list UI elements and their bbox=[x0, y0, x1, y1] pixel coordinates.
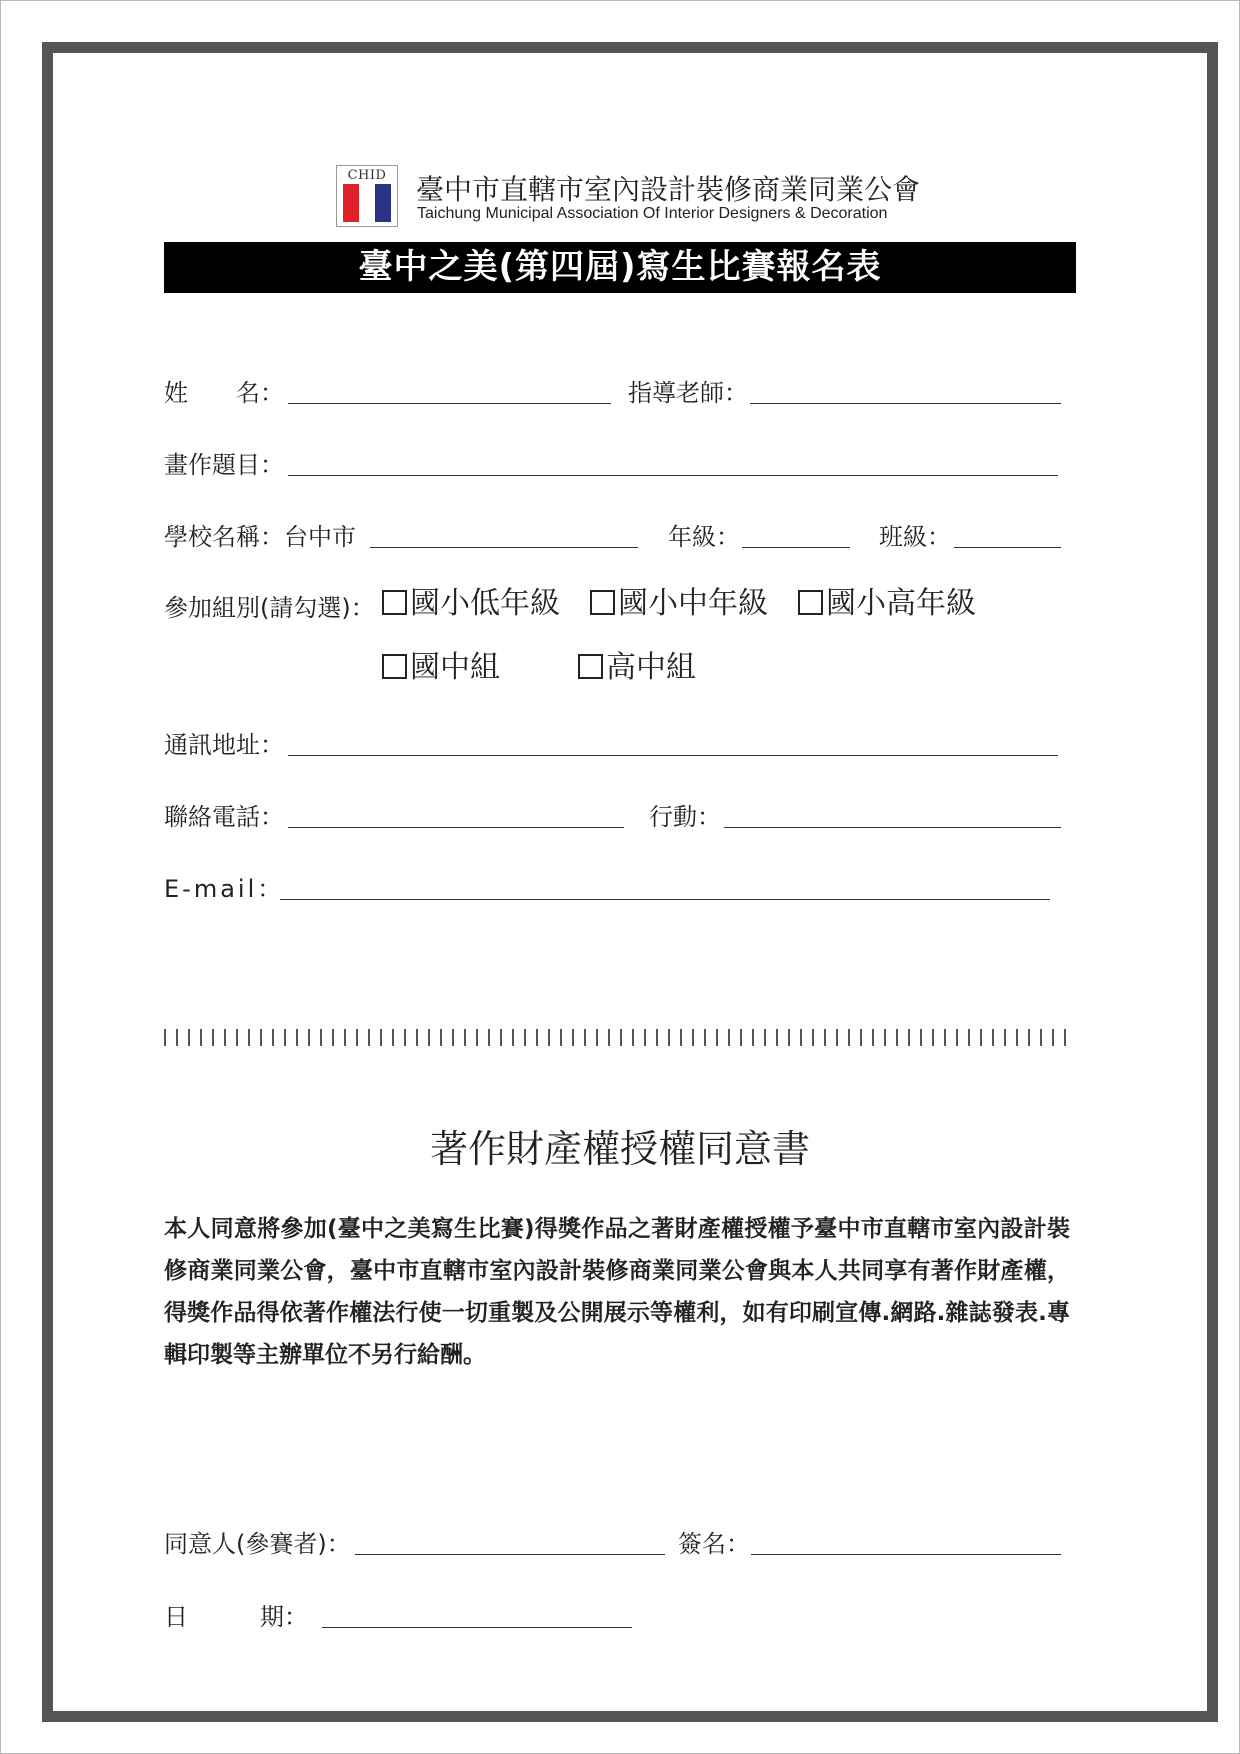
signature-label: 簽名： bbox=[678, 1530, 750, 1558]
group-checkbox-elementary-high[interactable]: 國小高年級 bbox=[798, 584, 976, 624]
phone-label: 聯絡電話： bbox=[164, 803, 284, 831]
org-name-en: Taichung Municipal Association Of Interior Designers & Decoration bbox=[417, 205, 888, 222]
grade-field[interactable] bbox=[742, 519, 850, 548]
teacher-label: 指導老師： bbox=[628, 379, 748, 407]
consenter-row bbox=[164, 1524, 1070, 1564]
group-row-2 bbox=[164, 652, 1070, 692]
teacher-field[interactable] bbox=[750, 375, 1061, 404]
checkbox-icon bbox=[590, 590, 615, 615]
logo-text: CHID bbox=[347, 168, 387, 183]
checkbox-icon bbox=[578, 654, 603, 679]
phone-row bbox=[164, 797, 1070, 837]
email-field[interactable] bbox=[280, 871, 1050, 900]
email-label: E-mail： bbox=[164, 875, 285, 903]
form-title: 臺中之美(第四屆)寫生比賽報名表 bbox=[164, 242, 1076, 293]
artwork-title-field[interactable] bbox=[288, 447, 1058, 476]
cut-line-divider bbox=[164, 1029, 1070, 1046]
class-label: 班級： bbox=[879, 523, 951, 551]
consenter-field[interactable] bbox=[355, 1526, 665, 1555]
email-row bbox=[164, 869, 1070, 909]
group-checkbox-elementary-mid[interactable]: 國小中年級 bbox=[590, 584, 768, 624]
school-label: 學校名稱：台中市 bbox=[164, 523, 356, 551]
checkbox-icon bbox=[798, 590, 823, 615]
school-field[interactable] bbox=[370, 519, 638, 548]
mobile-label: 行動： bbox=[649, 803, 721, 831]
flag-icon bbox=[343, 184, 391, 222]
address-field[interactable] bbox=[288, 727, 1058, 756]
address-label: 通訊地址： bbox=[164, 731, 284, 759]
mobile-field[interactable] bbox=[724, 799, 1061, 828]
consenter-label: 同意人(參賽者)： bbox=[164, 1530, 351, 1558]
group-row bbox=[164, 588, 1070, 628]
grade-label: 年級： bbox=[668, 523, 740, 551]
artwork-title-label: 畫作題目： bbox=[164, 451, 284, 479]
name-field[interactable] bbox=[288, 375, 611, 404]
group-label: 參加組別(請勾選)： bbox=[164, 594, 375, 622]
group-checkbox-senior-high[interactable]: 高中組 bbox=[578, 648, 696, 688]
date-row bbox=[164, 1597, 1070, 1637]
date-label: 日 期： bbox=[164, 1603, 308, 1631]
address-row bbox=[164, 725, 1070, 765]
agreement-body: 本人同意將參加(臺中之美寫生比賽)得獎作品之著財產權授權予臺中市直轄市室內設計裝修商業同業公會，臺中市直轄市室內設計裝修商業同業公會與本人共同享有著作財產權，得獎作品得依著作權法行使一切重製及公開展示等權利，如有印刷宣傳.網路.雜誌發表.專輯印製等主辦單位不另行給酬。 bbox=[164, 1216, 1070, 1368]
artwork-title-row bbox=[164, 445, 1070, 485]
group-checkbox-junior-high[interactable]: 國中組 bbox=[382, 648, 500, 688]
checkbox-icon bbox=[382, 590, 407, 615]
agreement-title: 著作財產權授權同意書 bbox=[429, 1127, 810, 1171]
school-row bbox=[164, 517, 1070, 557]
class-field[interactable] bbox=[954, 519, 1061, 548]
group-checkbox-elementary-low[interactable]: 國小低年級 bbox=[382, 584, 560, 624]
signature-field[interactable] bbox=[751, 1526, 1061, 1555]
name-row bbox=[164, 373, 1070, 413]
org-name-zh: 臺中市直轄市室內設計裝修商業同業公會 bbox=[416, 173, 921, 206]
checkbox-icon bbox=[382, 654, 407, 679]
chid-logo bbox=[336, 165, 398, 227]
name-label: 姓 名： bbox=[164, 379, 284, 407]
date-field[interactable] bbox=[322, 1599, 632, 1628]
phone-field[interactable] bbox=[288, 799, 624, 828]
